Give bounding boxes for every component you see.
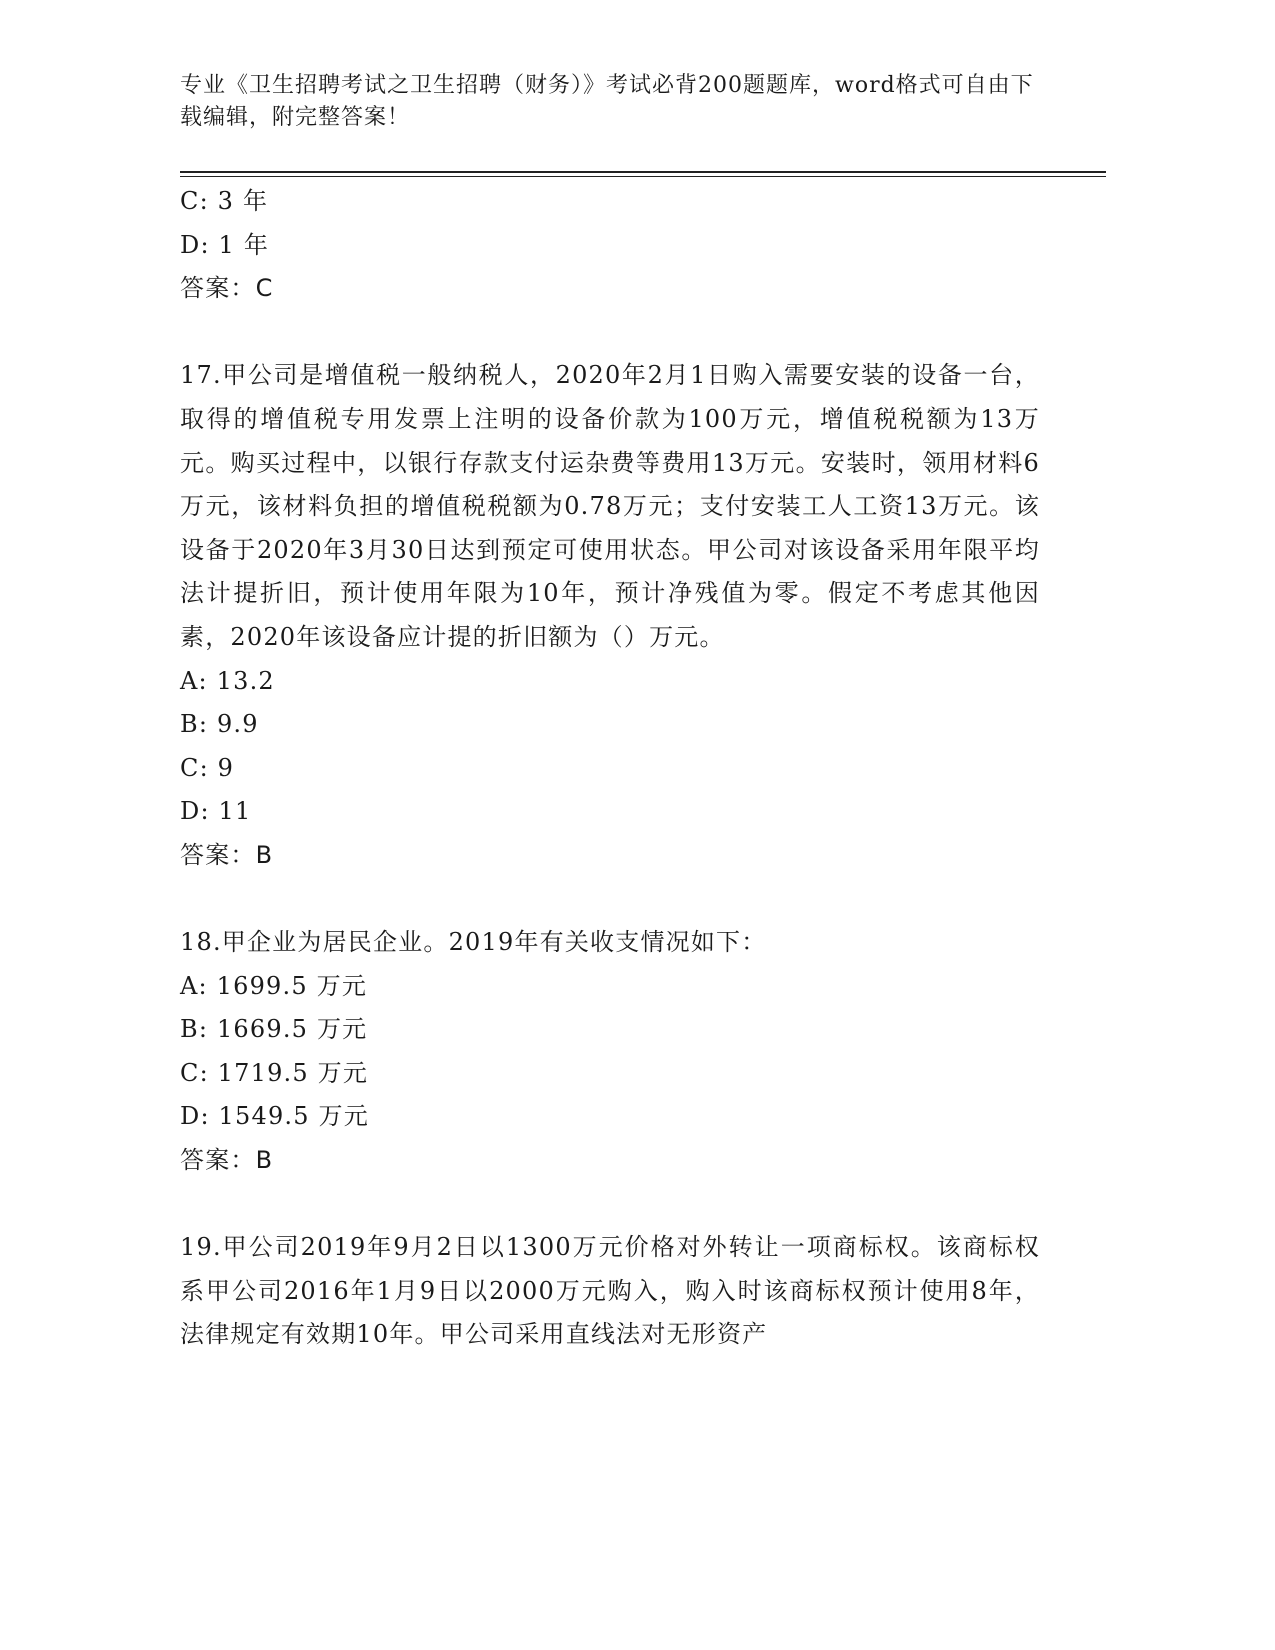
question-block-18 bbox=[180, 921, 1040, 1183]
option-d: D: 11 bbox=[180, 797, 252, 826]
answer-line: 答案：B bbox=[180, 1146, 274, 1175]
answer-line: 答案：C bbox=[180, 274, 274, 303]
document-header: 专业《卫生招聘考试之卫生招聘（财务）》考试必背200题题库，word格式可自由下载编辑，附完整答案！ bbox=[180, 73, 1034, 130]
question-stem: 18.甲企业为居民企业。2019年有关收支情况如下： bbox=[180, 928, 767, 957]
option-c: C: 1719.5 万元 bbox=[180, 1058, 369, 1087]
option-d: D: 1549.5 万元 bbox=[180, 1102, 369, 1131]
option-c: C: 9 bbox=[180, 753, 235, 782]
spacer bbox=[180, 1183, 1040, 1227]
option-c: C: 3 年 bbox=[180, 187, 269, 215]
answer-line: 答案：B bbox=[180, 840, 274, 869]
question-stem: 17.甲公司是增值税一般纳税人，2020年2月1日购入需要安装的设备一台，取得的增值税专用发票上注明的设备价款为100万元，增值税税额为13万元。购买过程中，以银行存款支付运杂费等费用13万元。安装时，领用材料6万元，该材料负担的增值税税额为0.78万元；支付安装工人工资13万元。该设备于2020年3月30日达到预定可使用状态。甲公司对该设备采用年限平均法计提折旧，预计使用年限为10年，预计净残值为零。假定不考虑其他因素，2020年该设备应计提的折旧额为（）万元。 bbox=[180, 361, 1040, 651]
question-block-16-tail bbox=[180, 180, 1040, 311]
option-b: B: 9.9 bbox=[180, 710, 259, 739]
question-stem: 19.甲公司2019年9月2日以1300万元价格对外转让一项商标权。该商标权系甲公司2016年1月9日以2000万元购入，购入时该商标权预计使用8年，法律规定有效期10年。甲公司采用直线法对无形资产 bbox=[180, 1233, 1040, 1349]
option-b: B: 1669.5 万元 bbox=[180, 1015, 368, 1044]
question-block-19 bbox=[180, 1226, 1040, 1357]
option-a: A: 13.2 bbox=[180, 666, 275, 695]
spacer bbox=[180, 878, 1040, 922]
option-d: D: 1 年 bbox=[180, 230, 270, 259]
question-block-17 bbox=[180, 354, 1040, 877]
option-a: A: 1699.5 万元 bbox=[180, 971, 368, 1000]
header-rule-thick bbox=[180, 171, 1106, 173]
header-rule-thin bbox=[180, 176, 1106, 177]
question-list bbox=[180, 180, 1040, 1357]
spacer bbox=[180, 311, 1040, 355]
